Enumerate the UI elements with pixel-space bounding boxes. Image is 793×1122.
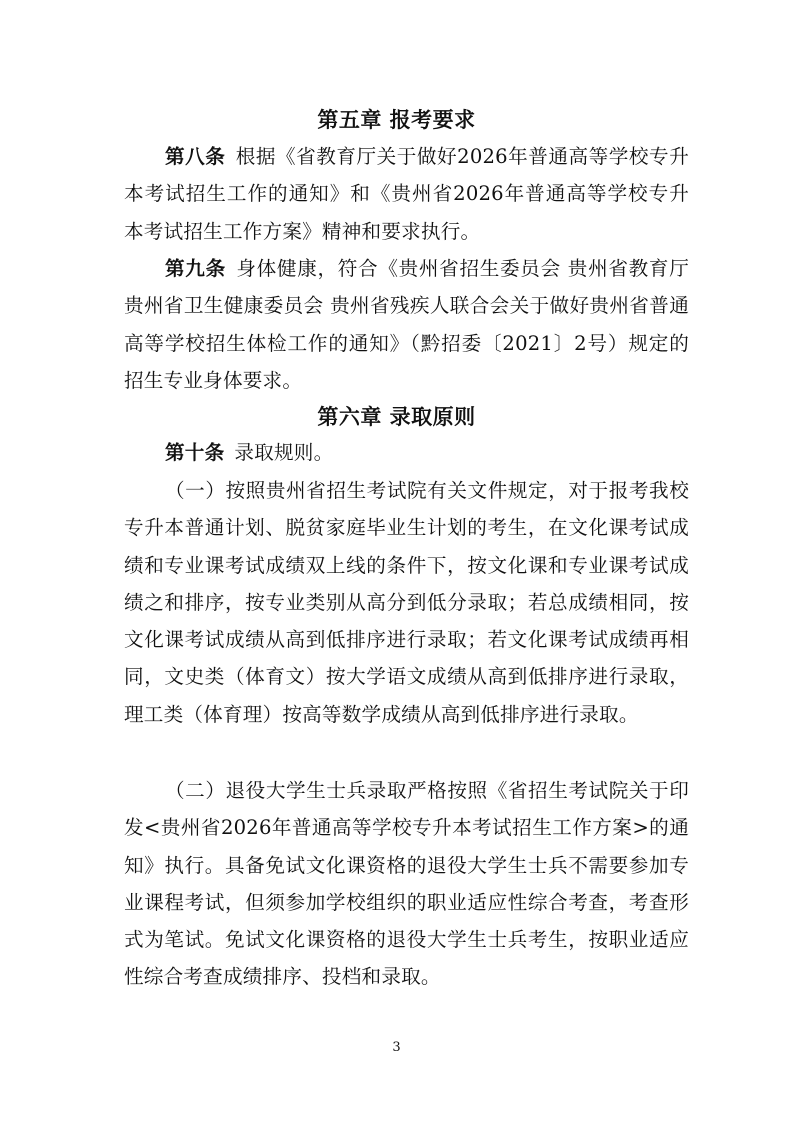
article-8-text: 根据《省教育厅关于做好2026年普通高等学校专升本考试招生工作的通知》和《贵州省2026年普通高等学校专升本考试招生工作方案》精神和要求执行。 xyxy=(124,145,689,243)
clause-2-paragraph: （二）退役大学生士兵录取严格按照《省招生考试院关于印发<贵州省2026年普通高等学校专升本考试招生工作方案>的通知》执行。具备免试文化课资格的退役大学生士兵不需要参加专业课程考试，但须参加学校组织的职业适应性综合考查，考查形式为笔试。免试文化课资格的退役大学生士兵考生，按职业适应性综合考查成绩排序、投档和录取。 xyxy=(124,779,689,989)
article-8-label: 第八条 xyxy=(165,145,226,168)
article-9-paragraph xyxy=(124,250,689,399)
article-10-paragraph xyxy=(124,434,689,471)
page-number: 3 xyxy=(392,1040,401,1055)
article-8-paragraph xyxy=(124,138,689,250)
article-10-text: 录取规则。 xyxy=(234,441,334,464)
article-9-text: 身体健康，符合《贵州省招生委员会 贵州省教育厅 贵州省卫生健康委员会 贵州省残疾人联合会关于做好贵州省普通高等学校招生体检工作的通知》（黔招委〔2021〕2号）规定的招生专业身体要求。 xyxy=(124,257,690,392)
clause-1-paragraph: （一）按照贵州省招生考试院有关文件规定，对于报考我校专升本普通计划、脱贫家庭毕业生计划的考生，在文化课考试成绩和专业课考试成绩双上线的条件下，按文化课和专业课考试成绩之和排序，按专业类别从高分到低分录取；若总成绩相同，按文化课考试成绩从高到低排序进行录取；若文化课考试成绩再相同，文史类（体育文）按大学语文成绩从高到低排序进行录取，理工类（体育理）按高等数学成绩从高到低排序进行录取。 xyxy=(124,479,689,726)
chapter-6-heading: 第六章 录取原则 xyxy=(317,405,476,429)
article-10-label: 第十条 xyxy=(165,441,225,464)
article-9-label: 第九条 xyxy=(165,257,226,280)
chapter-5-heading: 第五章 报考要求 xyxy=(317,108,476,132)
